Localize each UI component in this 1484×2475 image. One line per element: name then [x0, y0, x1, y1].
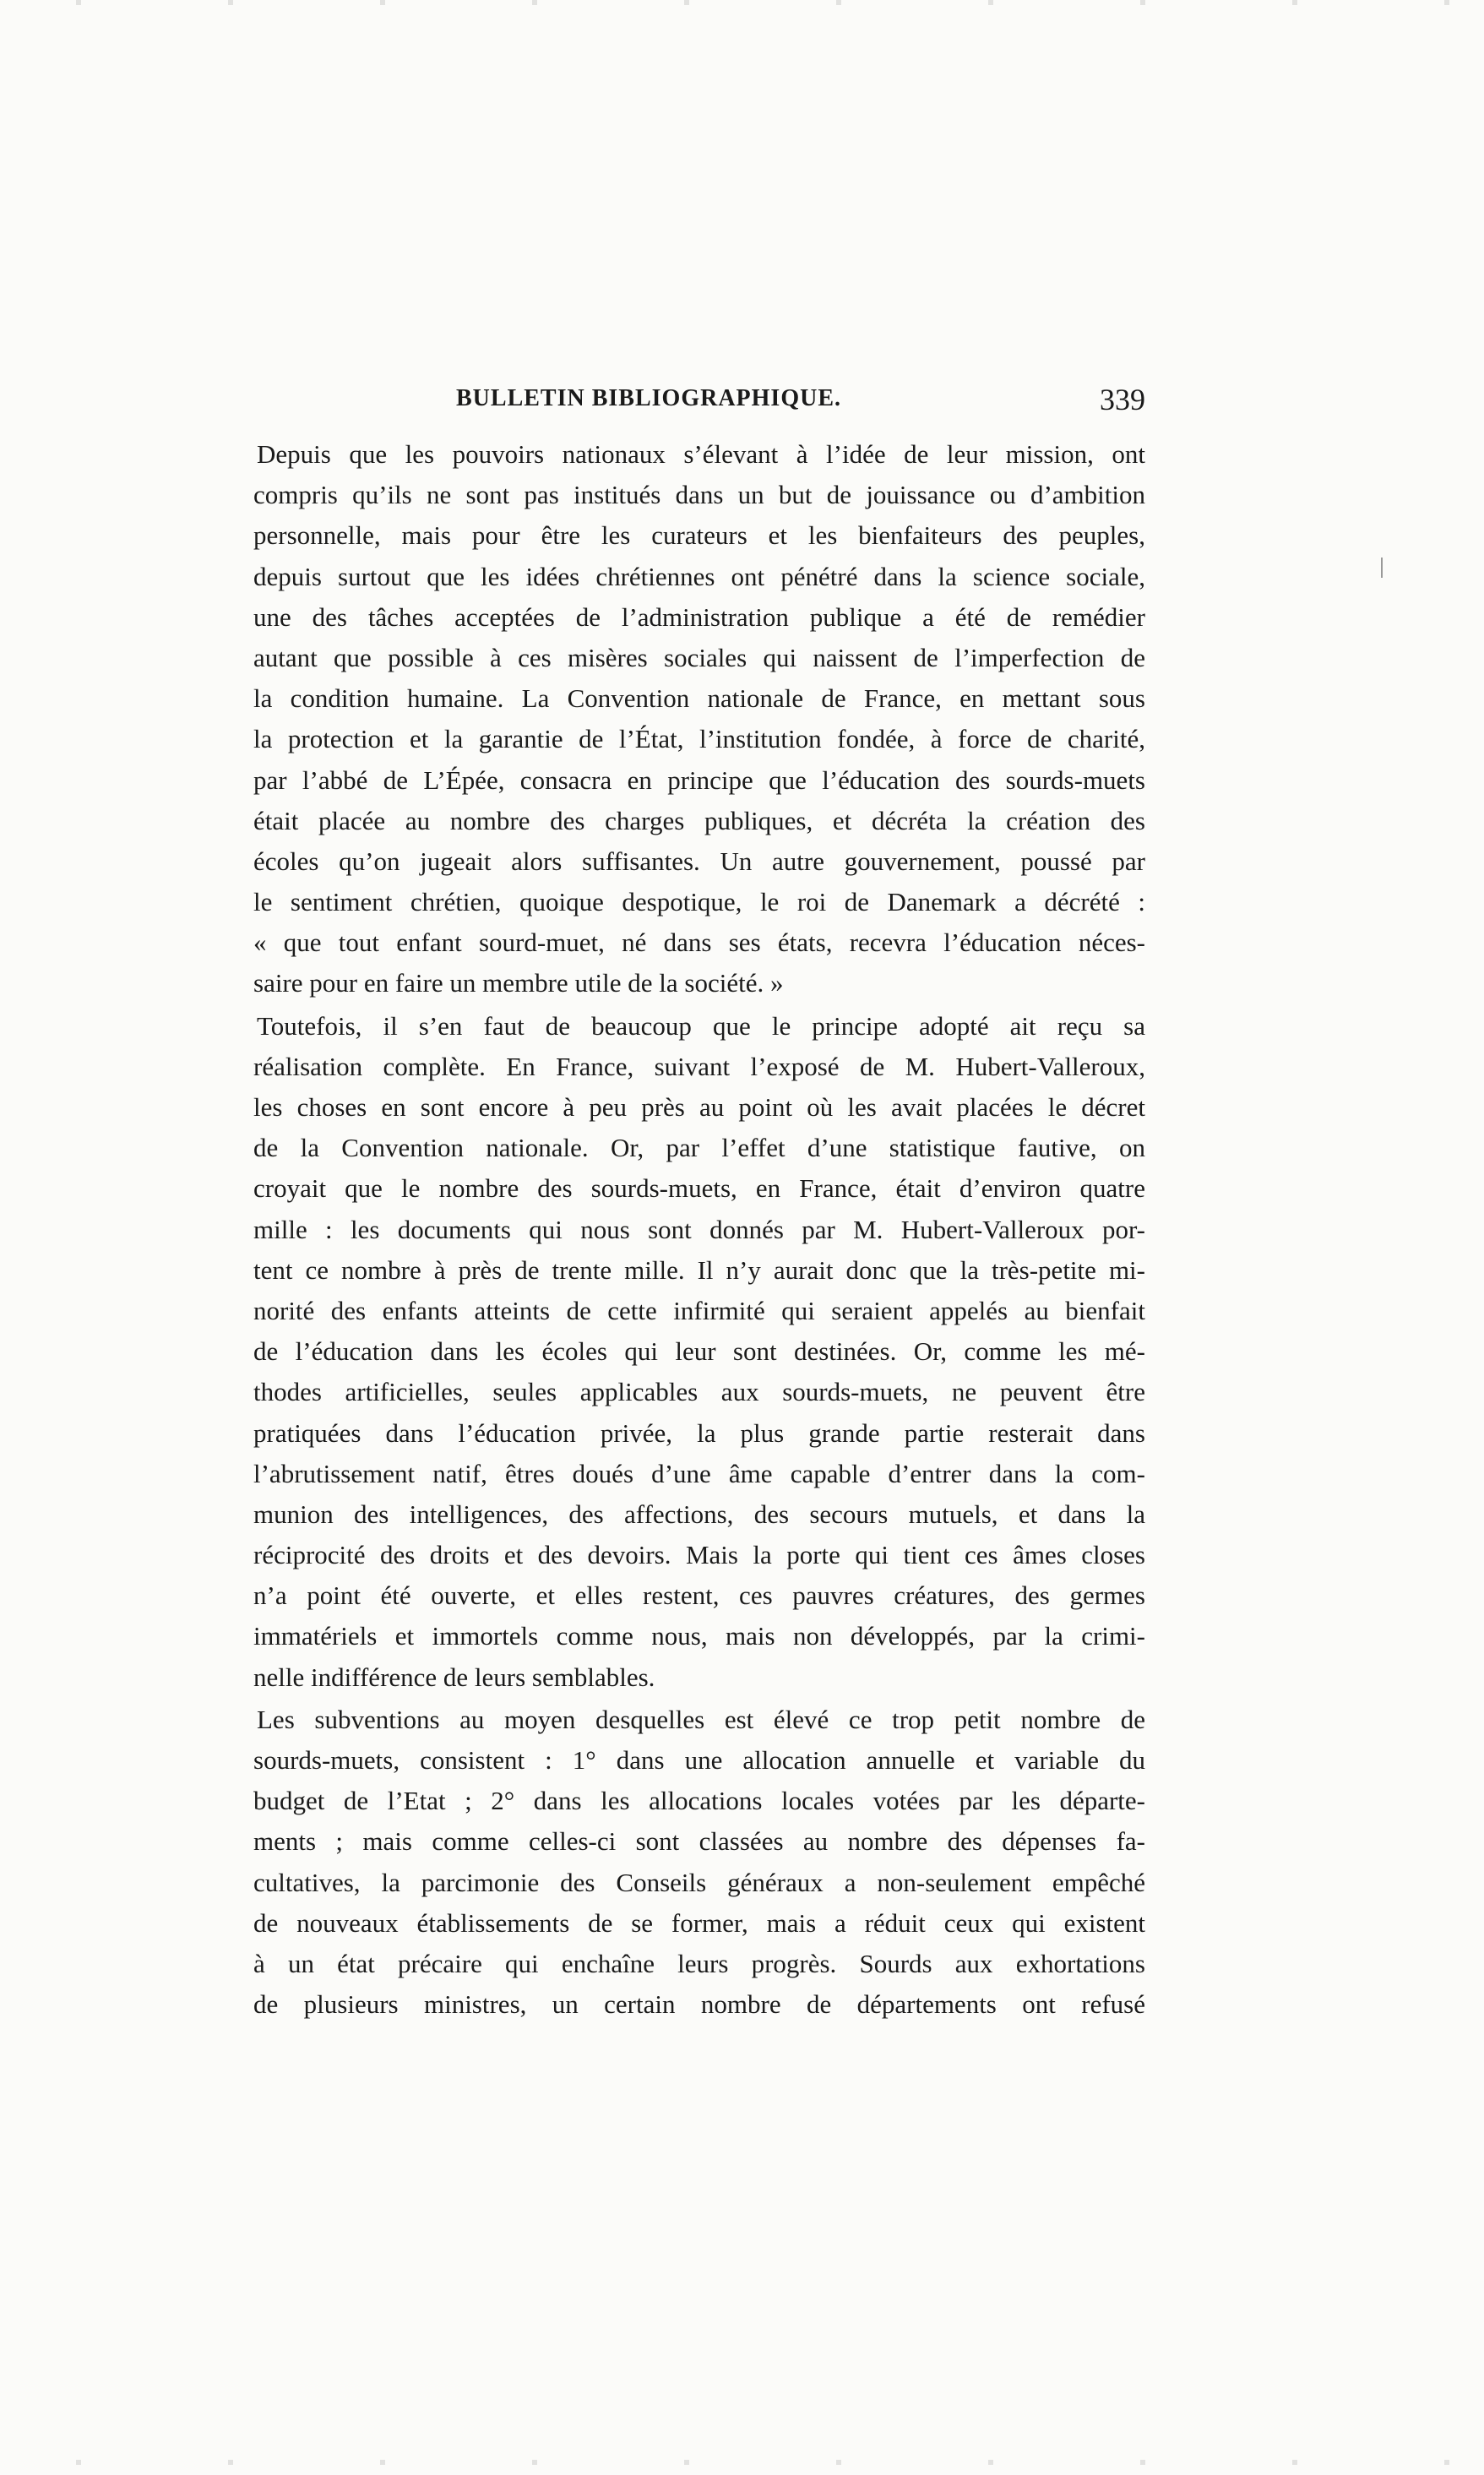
text-line: par l’abbé de L’Épée, consacra en principe que l’éducation des sourds-muets [253, 764, 1145, 795]
text-line: n’a point été ouverte, et elles restent, ces pauvres créatures, des germes [253, 1580, 1145, 1611]
text-line: réalisation complète. En France, suivant l’exposé de M. Hubert-Valleroux, [253, 1051, 1145, 1081]
page-number: 339 [1100, 383, 1145, 416]
paragraph-1 [253, 434, 1145, 1004]
text-line: thodes artificielles, seules applicables aux sourds-muets, ne peuvent être [253, 1377, 1145, 1407]
running-title: BULLETIN BIBLIOGRAPHIQUE. [456, 385, 841, 411]
body-text [253, 434, 1145, 2025]
margin-mark [1381, 558, 1383, 578]
text-line: de la Convention nationale. Or, par l’effet d’une statistique fautive, on [253, 1133, 1145, 1163]
text-line: ments ; mais comme celles-ci sont classées au nombre des dépenses fa- [253, 1826, 1145, 1857]
text-line: les choses en sont encore à peu près au point où les avait placées le décret [253, 1092, 1145, 1122]
text-line: le sentiment chrétien, quoique despotique, le roi de Danemark a décrété : [253, 887, 1145, 917]
text-line: une des tâches acceptées de l’administration publique a été de remédier [253, 601, 1145, 632]
text-line: réciprocité des droits et des devoirs. Mais la porte qui tient ces âmes closes [253, 1540, 1145, 1570]
text-line: depuis surtout que les idées chrétiennes ont pénétré dans la science sociale, [253, 561, 1145, 591]
text-line: saire pour en faire un membre utile de la société. » [253, 968, 784, 998]
text-line: de plusieurs ministres, un certain nombre de départements ont refusé [253, 1989, 1145, 2020]
scan-edge-bottom [0, 2460, 1484, 2465]
text-line: budget de l’Etat ; 2° dans les allocations locales votées par les départe- [253, 1786, 1145, 1816]
text-line: immatériels et immortels comme nous, mais non développés, par la crimi- [253, 1621, 1145, 1651]
text-line: munion des intelligences, des affections, des secours mutuels, et dans la [253, 1499, 1145, 1529]
text-line: mille : les documents qui nous sont donnés par M. Hubert-Valleroux por- [253, 1214, 1145, 1244]
text-line: à un état précaire qui enchaîne leurs progrès. Sourds aux exhortations [253, 1948, 1145, 1978]
text-line: compris qu’ils ne sont pas institués dans un but de jouissance ou d’ambition [253, 480, 1145, 510]
text-line: était placée au nombre des charges publiques, et décréta la création des [253, 805, 1145, 835]
scan-edge-top [0, 0, 1484, 5]
text-line: écoles qu’on jugeait alors suffisantes. Un autre gouvernement, poussé par [253, 846, 1145, 876]
page-header [253, 382, 1145, 424]
text-line: la protection et la garantie de l’État, l’institution fondée, à force de charité, [253, 724, 1145, 754]
text-line: de nouveaux établissements de se former, mais a réduit ceux qui existent [253, 1907, 1145, 1938]
text-line: personnelle, mais pour être les curateurs et les bienfaiteurs des peuples, [253, 520, 1145, 551]
text-line: sourds-muets, consistent : 1° dans une allocation annuelle et variable du [253, 1745, 1145, 1775]
text-line: Toutefois, il s’en faut de beaucoup que le principe adopté ait reçu sa [257, 1010, 1145, 1041]
text-line: pratiquées dans l’éducation privée, la plus grande partie resterait dans [253, 1417, 1145, 1448]
text-line: autant que possible à ces misères sociales qui naissent de l’imperfection de [253, 642, 1145, 672]
text-line: cultatives, la parcimonie des Conseils généraux a non-seulement empêché [253, 1867, 1145, 1897]
paragraph-2 [253, 1006, 1145, 1698]
text-line: nelle indifférence de leurs semblables. [253, 1662, 655, 1692]
text-line: Les subventions au moyen desquelles est élevé ce trop petit nombre de [257, 1704, 1145, 1734]
text-line: « que tout enfant sourd-muet, né dans ses états, recevra l’éducation néces- [253, 927, 1145, 958]
text-line: de l’éducation dans les écoles qui leur sont destinées. Or, comme les mé- [253, 1336, 1145, 1367]
text-line: la condition humaine. La Convention nationale de France, en mettant sous [253, 683, 1145, 714]
text-line: tent ce nombre à près de trente mille. Il n’y aurait donc que la très-petite mi- [253, 1254, 1145, 1285]
text-line: Depuis que les pouvoirs nationaux s’élevant à l’idée de leur mission, ont [257, 439, 1145, 469]
paragraph-3 [253, 1700, 1145, 2026]
text-line: l’abrutissement natif, êtres doués d’une âme capable d’entrer dans la com- [253, 1458, 1145, 1488]
text-line: norité des enfants atteints de cette infirmité qui seraient appelés au bienfait [253, 1295, 1145, 1325]
text-line: croyait que le nombre des sourds-muets, en France, était d’environ quatre [253, 1173, 1145, 1204]
